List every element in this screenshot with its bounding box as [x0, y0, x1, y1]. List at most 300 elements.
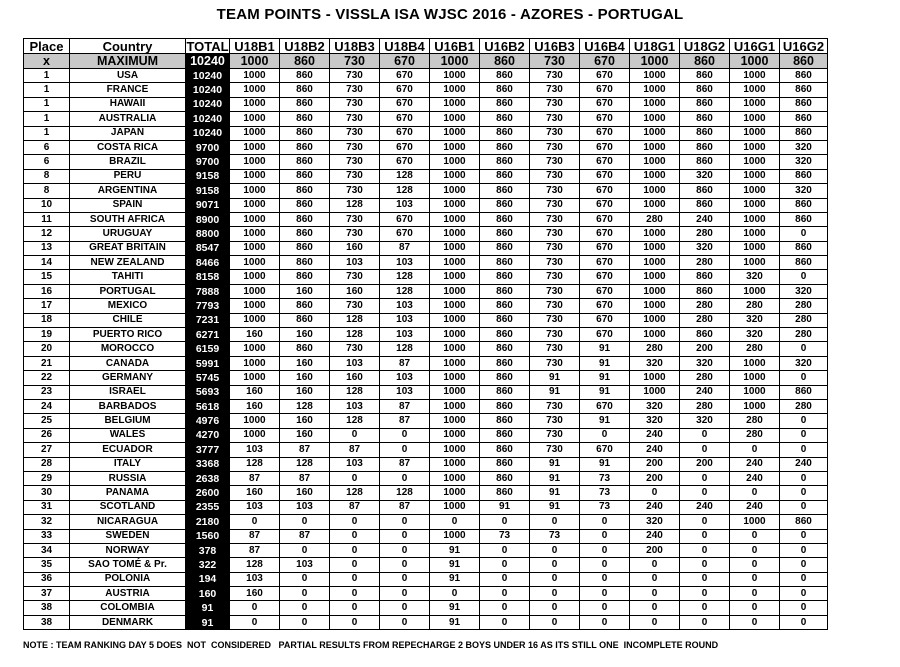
cell-u16b3: 0 [530, 572, 580, 586]
cell-u16b2: 860 [480, 428, 530, 442]
cell-u16b3: 730 [530, 126, 580, 140]
cell-u16b3: 730 [530, 414, 580, 428]
cell-u18b3: 87 [330, 443, 380, 457]
table-row [24, 443, 828, 457]
cell-u18b4: 87 [380, 399, 430, 413]
cell-u16g2: 860 [780, 126, 828, 140]
cell-u16b3: 0 [530, 587, 580, 601]
cell-u16b4: 670 [580, 241, 630, 255]
cell-u18b1: 103 [230, 500, 280, 514]
cell-u18b3: 128 [330, 198, 380, 212]
cell-u16b3: 730 [530, 428, 580, 442]
cell-u16g1: 1000 [730, 515, 780, 529]
table-row [24, 558, 828, 572]
cell-u16g1: 0 [730, 486, 780, 500]
cell-u18g1: 240 [630, 500, 680, 514]
cell-u16g2: 0 [780, 428, 828, 442]
cell-u18b1: 128 [230, 457, 280, 471]
cell-place: 6 [24, 140, 70, 154]
cell-u16b1: 1000 [430, 399, 480, 413]
cell-total: 9158 [186, 169, 230, 183]
cell-country: CHILE [70, 313, 186, 327]
cell-u18b3: 128 [330, 328, 380, 342]
cell-u18b4: 128 [380, 284, 430, 298]
cell-place: 31 [24, 500, 70, 514]
cell-u18g2: 860 [680, 198, 730, 212]
cell-u16b1: 1000 [430, 385, 480, 399]
cell-u16g1: 1000 [730, 155, 780, 169]
cell-u18b2: 87 [280, 471, 330, 485]
cell-u16b2: 860 [480, 212, 530, 226]
cell-u16g1: 280 [730, 342, 780, 356]
cell-place: 1 [24, 112, 70, 126]
cell-u18g2: 860 [680, 155, 730, 169]
cell-u18b2: 860 [280, 169, 330, 183]
cell-u18g1: 240 [630, 529, 680, 543]
cell-u18g1: 240 [630, 428, 680, 442]
column-header-u18b4: U18B4 [380, 39, 430, 54]
cell-u16b2: 860 [480, 385, 530, 399]
cell-u16b2: 860 [480, 328, 530, 342]
cell-u16b2: 860 [480, 169, 530, 183]
cell-u16b3: 730 [530, 270, 580, 284]
cell-place: 37 [24, 587, 70, 601]
cell-u18b1: 1000 [230, 284, 280, 298]
cell-u16b4: 670 [580, 112, 630, 126]
cell-u18b3: 730 [330, 97, 380, 111]
cell-place: 11 [24, 212, 70, 226]
column-header-u16b3: U16B3 [530, 39, 580, 54]
cell-total: 2355 [186, 500, 230, 514]
cell-u18b4: 0 [380, 543, 430, 557]
cell-u18g2: 0 [680, 529, 730, 543]
cell-u16g1: 1000 [730, 83, 780, 97]
cell-place: 18 [24, 313, 70, 327]
cell-place: 35 [24, 558, 70, 572]
cell-country: PERU [70, 169, 186, 183]
cell-u18b4: 87 [380, 500, 430, 514]
cell-u16b3: 730 [530, 169, 580, 183]
column-header-total: TOTAL [186, 38, 229, 54]
cell-u18b3: 160 [330, 241, 380, 255]
cell-u16b1: 1000 [430, 443, 480, 457]
cell-country: MEXICO [70, 299, 186, 313]
cell-u16g1: 1000 [730, 140, 780, 154]
cell-u18b1: 160 [230, 328, 280, 342]
cell-country: MOROCCO [70, 342, 186, 356]
cell-u16b2: 860 [480, 443, 530, 457]
cell-u18b1: 1000 [230, 155, 280, 169]
cell-u16g1: 1000 [730, 184, 780, 198]
cell-u16b4: 670 [580, 328, 630, 342]
page-title: TEAM POINTS - VISSLA ISA WJSC 2016 - AZORES - PORTUGAL [216, 6, 684, 23]
column-header-u16b1: U16B1 [430, 39, 480, 54]
cell-u16b4: 670 [580, 54, 630, 69]
cell-u18g1: 1000 [630, 54, 680, 69]
cell-u18b4: 87 [380, 241, 430, 255]
table-row [24, 399, 828, 413]
cell-u18g2: 280 [680, 299, 730, 313]
cell-u18b2: 0 [280, 601, 330, 615]
cell-u18g1: 1000 [630, 83, 680, 97]
cell-u18g1: 1000 [630, 385, 680, 399]
cell-u18g1: 0 [630, 615, 680, 629]
cell-u18b2: 860 [280, 155, 330, 169]
cell-u16b3: 730 [530, 155, 580, 169]
table-row [24, 284, 828, 298]
cell-u18b2: 860 [280, 54, 330, 69]
cell-u18b3: 730 [330, 112, 380, 126]
cell-u18b2: 860 [280, 241, 330, 255]
cell-u16g1: 0 [730, 572, 780, 586]
cell-u16b1: 1000 [430, 112, 480, 126]
cell-u16b1: 1000 [430, 227, 480, 241]
cell-total: 10240 [186, 69, 230, 83]
cell-place: 12 [24, 227, 70, 241]
cell-u16b2: 860 [480, 299, 530, 313]
cell-u18g1: 1000 [630, 126, 680, 140]
cell-u16b1: 1000 [430, 212, 480, 226]
cell-u16b3: 0 [530, 615, 580, 629]
cell-u18g2: 200 [680, 342, 730, 356]
cell-u16b2: 860 [480, 486, 530, 500]
cell-u16b3: 730 [530, 399, 580, 413]
cell-place: 20 [24, 342, 70, 356]
cell-u18g1: 0 [630, 601, 680, 615]
cell-u16b3: 0 [530, 558, 580, 572]
cell-country: BRAZIL [70, 155, 186, 169]
cell-u18g2: 320 [680, 169, 730, 183]
cell-u16g2: 280 [780, 399, 828, 413]
cell-u18b4: 670 [380, 155, 430, 169]
cell-u18g1: 320 [630, 414, 680, 428]
cell-u18g2: 0 [680, 443, 730, 457]
cell-u18b1: 1000 [230, 140, 280, 154]
cell-u16b4: 670 [580, 299, 630, 313]
column-header-u18b3: U18B3 [330, 39, 380, 54]
cell-u16b1: 1000 [430, 529, 480, 543]
cell-u18b1: 1000 [230, 313, 280, 327]
cell-u18b2: 0 [280, 543, 330, 557]
cell-total: 160 [186, 587, 230, 601]
cell-u18g2: 860 [680, 328, 730, 342]
cell-u16b1: 1000 [430, 486, 480, 500]
cell-u18g1: 1000 [630, 313, 680, 327]
cell-u16b2: 860 [480, 414, 530, 428]
cell-total: 10240 [186, 126, 230, 140]
cell-u18g2: 280 [680, 227, 730, 241]
cell-u18b1: 1000 [230, 184, 280, 198]
cell-total: 8158 [186, 270, 230, 284]
cell-u18b2: 103 [280, 558, 330, 572]
cell-u18b4: 670 [380, 212, 430, 226]
cell-place: 27 [24, 443, 70, 457]
cell-u16b4: 670 [580, 97, 630, 111]
cell-u16g2: 860 [780, 256, 828, 270]
cell-u18b2: 160 [280, 328, 330, 342]
cell-u16g1: 1000 [730, 97, 780, 111]
cell-u18g1: 200 [630, 543, 680, 557]
cell-u16b4: 0 [580, 515, 630, 529]
cell-country: ITALY [70, 457, 186, 471]
cell-u18b3: 103 [330, 457, 380, 471]
cell-u18b3: 730 [330, 227, 380, 241]
cell-u16g1: 1000 [730, 399, 780, 413]
cell-u16g2: 860 [780, 198, 828, 212]
cell-u16b1: 91 [430, 543, 480, 557]
cell-country: PUERTO RICO [70, 328, 186, 342]
cell-country: ECUADOR [70, 443, 186, 457]
cell-u18b2: 860 [280, 126, 330, 140]
cell-total: 9158 [186, 184, 230, 198]
table-row [24, 140, 828, 154]
cell-u18b4: 0 [380, 601, 430, 615]
cell-place: 34 [24, 543, 70, 557]
cell-u18g1: 1000 [630, 169, 680, 183]
cell-u16g1: 240 [730, 500, 780, 514]
cell-u16g2: 0 [780, 371, 828, 385]
cell-u16g2: 320 [780, 284, 828, 298]
cell-u18b3: 730 [330, 299, 380, 313]
cell-u16b1: 1000 [430, 241, 480, 255]
cell-u18b4: 87 [380, 356, 430, 370]
cell-u18b1: 103 [230, 572, 280, 586]
cell-u16b1: 1000 [430, 69, 480, 83]
cell-u18b1: 128 [230, 558, 280, 572]
cell-u18g2: 320 [680, 414, 730, 428]
cell-place: 21 [24, 356, 70, 370]
footnote: NOTE : TEAM RANKING DAY 5 DOES NOT CONSIDERED PARTIAL RESULTS FROM REPECHARGE 2 BOYS UNDER 16 AS ITS STILL ONE INCOMPLETE ROUND [23, 640, 719, 650]
cell-u18b2: 860 [280, 270, 330, 284]
cell-u18b4: 87 [380, 414, 430, 428]
cell-u16g2: 240 [780, 457, 828, 471]
cell-u18b4: 128 [380, 184, 430, 198]
cell-u16b4: 91 [580, 356, 630, 370]
cell-u16b1: 1000 [430, 414, 480, 428]
cell-u16b2: 0 [480, 601, 530, 615]
column-header-u16b2: U16B2 [480, 39, 530, 54]
cell-u18g1: 200 [630, 471, 680, 485]
cell-u16g1: 0 [730, 601, 780, 615]
cell-u16g2: 0 [780, 486, 828, 500]
cell-u18b1: 87 [230, 471, 280, 485]
cell-place: 1 [24, 83, 70, 97]
cell-u18g2: 240 [680, 500, 730, 514]
cell-country: NORWAY [70, 543, 186, 557]
cell-total: 2638 [186, 471, 230, 485]
cell-place: 24 [24, 399, 70, 413]
cell-country: FRANCE [70, 83, 186, 97]
table-row [24, 69, 828, 83]
cell-u18b3: 0 [330, 428, 380, 442]
cell-u16b1: 1000 [430, 284, 480, 298]
cell-total: 5693 [186, 385, 230, 399]
cell-u18b1: 87 [230, 543, 280, 557]
cell-country: COSTA RICA [70, 140, 186, 154]
cell-u18b1: 1000 [230, 212, 280, 226]
cell-country: RUSSIA [70, 471, 186, 485]
cell-u18b4: 0 [380, 515, 430, 529]
cell-u16g2: 860 [780, 515, 828, 529]
cell-u18b1: 87 [230, 529, 280, 543]
cell-u18b4: 103 [380, 371, 430, 385]
cell-u16b1: 1000 [430, 371, 480, 385]
cell-place: 14 [24, 256, 70, 270]
cell-u16b4: 670 [580, 212, 630, 226]
cell-u16b3: 91 [530, 457, 580, 471]
cell-u16b4: 670 [580, 198, 630, 212]
cell-total: 9700 [186, 155, 230, 169]
cell-u16b1: 91 [430, 572, 480, 586]
cell-u18b2: 160 [280, 414, 330, 428]
cell-u18b2: 860 [280, 97, 330, 111]
cell-u16b3: 730 [530, 184, 580, 198]
cell-u18b3: 730 [330, 126, 380, 140]
cell-u16b1: 1000 [430, 299, 480, 313]
cell-u16g2: 860 [780, 54, 828, 69]
cell-u16g1: 0 [730, 615, 780, 629]
cell-u18b1: 0 [230, 615, 280, 629]
cell-u16b2: 91 [480, 500, 530, 514]
cell-u16b2: 860 [480, 184, 530, 198]
cell-u16b3: 73 [530, 529, 580, 543]
cell-u16b4: 670 [580, 184, 630, 198]
cell-u18g1: 280 [630, 342, 680, 356]
cell-u16b2: 860 [480, 270, 530, 284]
cell-u18b4: 670 [380, 126, 430, 140]
cell-place: 1 [24, 97, 70, 111]
cell-u16b3: 730 [530, 241, 580, 255]
cell-u16g2: 0 [780, 558, 828, 572]
cell-u18g2: 860 [680, 83, 730, 97]
table-row [24, 601, 828, 615]
cell-u18b3: 0 [330, 572, 380, 586]
cell-u16g2: 320 [780, 356, 828, 370]
cell-u16g2: 0 [780, 227, 828, 241]
cell-u18b3: 0 [330, 529, 380, 543]
cell-place: 10 [24, 198, 70, 212]
cell-place: 6 [24, 155, 70, 169]
cell-u16g1: 1000 [730, 198, 780, 212]
cell-country: SCOTLAND [70, 500, 186, 514]
table-row [24, 184, 828, 198]
cell-total: 8547 [186, 241, 230, 255]
cell-u16g1: 0 [730, 543, 780, 557]
cell-u18b4: 128 [380, 342, 430, 356]
cell-u16b2: 860 [480, 69, 530, 83]
cell-u18g2: 0 [680, 558, 730, 572]
cell-u16g2: 0 [780, 529, 828, 543]
cell-country: NEW ZEALAND [70, 256, 186, 270]
cell-u16b2: 0 [480, 572, 530, 586]
cell-u16b1: 1000 [430, 155, 480, 169]
cell-country: ARGENTINA [70, 184, 186, 198]
cell-u16g1: 0 [730, 558, 780, 572]
cell-u16b3: 730 [530, 97, 580, 111]
cell-u16b3: 730 [530, 198, 580, 212]
cell-u18b4: 670 [380, 69, 430, 83]
cell-u16b4: 670 [580, 313, 630, 327]
cell-u16g1: 320 [730, 313, 780, 327]
cell-u16b2: 860 [480, 198, 530, 212]
cell-u18b2: 860 [280, 69, 330, 83]
cell-u16b4: 0 [580, 558, 630, 572]
cell-u16b4: 0 [580, 587, 630, 601]
cell-total: 378 [186, 543, 230, 557]
cell-country: SPAIN [70, 198, 186, 212]
table-row [24, 227, 828, 241]
cell-u16g2: 0 [780, 270, 828, 284]
cell-u18b4: 670 [380, 140, 430, 154]
cell-u18g1: 1000 [630, 97, 680, 111]
cell-u16g1: 1000 [730, 112, 780, 126]
cell-u16b1: 0 [430, 515, 480, 529]
cell-u16b4: 670 [580, 256, 630, 270]
cell-u16b2: 0 [480, 558, 530, 572]
cell-u16b1: 1000 [430, 140, 480, 154]
cell-u16b1: 1000 [430, 457, 480, 471]
cell-u16b4: 0 [580, 529, 630, 543]
cell-u18b1: 1000 [230, 198, 280, 212]
cell-country: AUSTRALIA [70, 112, 186, 126]
cell-place: 15 [24, 270, 70, 284]
cell-u18b2: 160 [280, 356, 330, 370]
cell-u16b1: 1000 [430, 169, 480, 183]
cell-u16b4: 670 [580, 284, 630, 298]
cell-u16b3: 730 [530, 256, 580, 270]
cell-u18g1: 1000 [630, 270, 680, 284]
cell-u18g1: 240 [630, 443, 680, 457]
cell-u18b4: 0 [380, 428, 430, 442]
cell-u18g2: 280 [680, 313, 730, 327]
cell-u16b3: 91 [530, 471, 580, 485]
cell-country: WALES [70, 428, 186, 442]
cell-u16g1: 1000 [730, 241, 780, 255]
cell-u16g2: 860 [780, 169, 828, 183]
table-row [24, 587, 828, 601]
cell-country: JAPAN [70, 126, 186, 140]
cell-u18g1: 1000 [630, 140, 680, 154]
cell-u18b2: 860 [280, 212, 330, 226]
cell-u16b3: 730 [530, 342, 580, 356]
cell-u18b1: 0 [230, 515, 280, 529]
cell-total: 7888 [186, 284, 230, 298]
cell-u18b4: 128 [380, 169, 430, 183]
cell-u18g1: 1000 [630, 328, 680, 342]
cell-total: 8466 [186, 256, 230, 270]
cell-u18g2: 860 [680, 112, 730, 126]
cell-total: 3368 [186, 457, 230, 471]
cell-u18b2: 860 [280, 140, 330, 154]
cell-u16g1: 1000 [730, 371, 780, 385]
table-row [24, 126, 828, 140]
cell-u18b3: 128 [330, 486, 380, 500]
cell-u18b3: 730 [330, 169, 380, 183]
cell-place: 33 [24, 529, 70, 543]
cell-u18g1: 0 [630, 486, 680, 500]
cell-u16b4: 73 [580, 500, 630, 514]
cell-u16b1: 91 [430, 558, 480, 572]
cell-u18g2: 0 [680, 515, 730, 529]
cell-u18b2: 0 [280, 587, 330, 601]
table-row [24, 198, 828, 212]
cell-u18b2: 860 [280, 299, 330, 313]
cell-u16b3: 730 [530, 140, 580, 154]
cell-u18g1: 0 [630, 558, 680, 572]
column-header-u18g2: U18G2 [680, 39, 730, 54]
cell-country: BELGIUM [70, 414, 186, 428]
table-row [24, 270, 828, 284]
